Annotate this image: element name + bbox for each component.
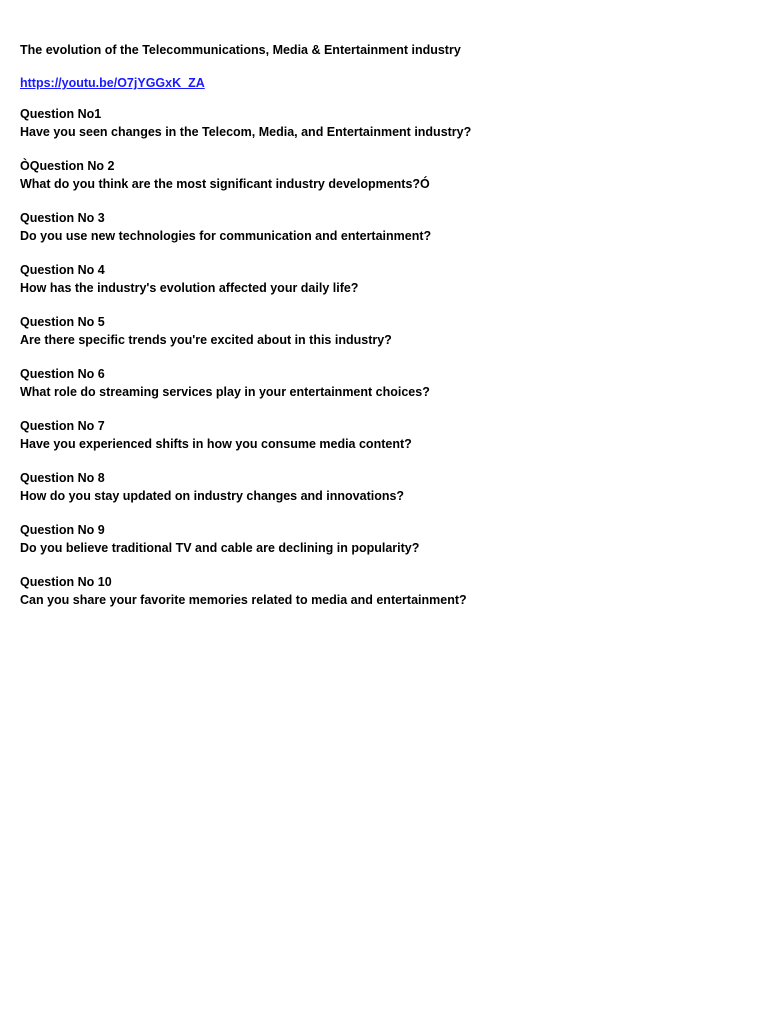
- video-link[interactable]: https://youtu.be/O7jYGGxK_ZA: [20, 76, 205, 90]
- question-text: What role do streaming services play in your entertainment choices?: [20, 384, 430, 399]
- question-heading: Question No1: [20, 107, 102, 121]
- question-item: [20, 470, 748, 505]
- question-heading: Question No 5: [20, 315, 105, 329]
- question-text: Have you experienced shifts in how you consume media content?: [20, 436, 412, 451]
- question-text: What do you think are the most significant industry developments?Ó: [20, 176, 430, 191]
- question-text: Are there specific trends you're excited about in this industry?: [20, 332, 392, 347]
- document-title: The evolution of the Telecommunications, Media & Entertainment industry: [20, 43, 461, 57]
- question-heading: Question No 9: [20, 523, 105, 537]
- question-text: How has the industry's evolution affected your daily life?: [20, 280, 359, 295]
- question-heading: Question No 4: [20, 263, 105, 277]
- question-item: [20, 366, 748, 401]
- question-heading: Question No 6: [20, 367, 105, 381]
- question-heading: Question No 7: [20, 419, 105, 433]
- question-item: [20, 262, 748, 297]
- question-heading: ÒQuestion No 2: [20, 159, 115, 173]
- question-item: [20, 418, 748, 453]
- question-item: [20, 106, 748, 141]
- question-text: Do you believe traditional TV and cable are declining in popularity?: [20, 540, 420, 555]
- question-item: [20, 158, 748, 193]
- question-text: Can you share your favorite memories related to media and entertainment?: [20, 592, 467, 607]
- question-heading: Question No 10: [20, 575, 112, 589]
- question-text: How do you stay updated on industry changes and innovations?: [20, 488, 405, 503]
- question-item: [20, 210, 748, 245]
- question-list: [20, 106, 748, 609]
- question-item: [20, 314, 748, 349]
- question-heading: Question No 8: [20, 471, 105, 485]
- question-item: [20, 574, 748, 609]
- document-page: [20, 42, 748, 626]
- question-heading: Question No 3: [20, 211, 105, 225]
- question-text: Have you seen changes in the Telecom, Media, and Entertainment industry?: [20, 124, 472, 139]
- question-item: [20, 522, 748, 557]
- question-text: Do you use new technologies for communication and entertainment?: [20, 228, 432, 243]
